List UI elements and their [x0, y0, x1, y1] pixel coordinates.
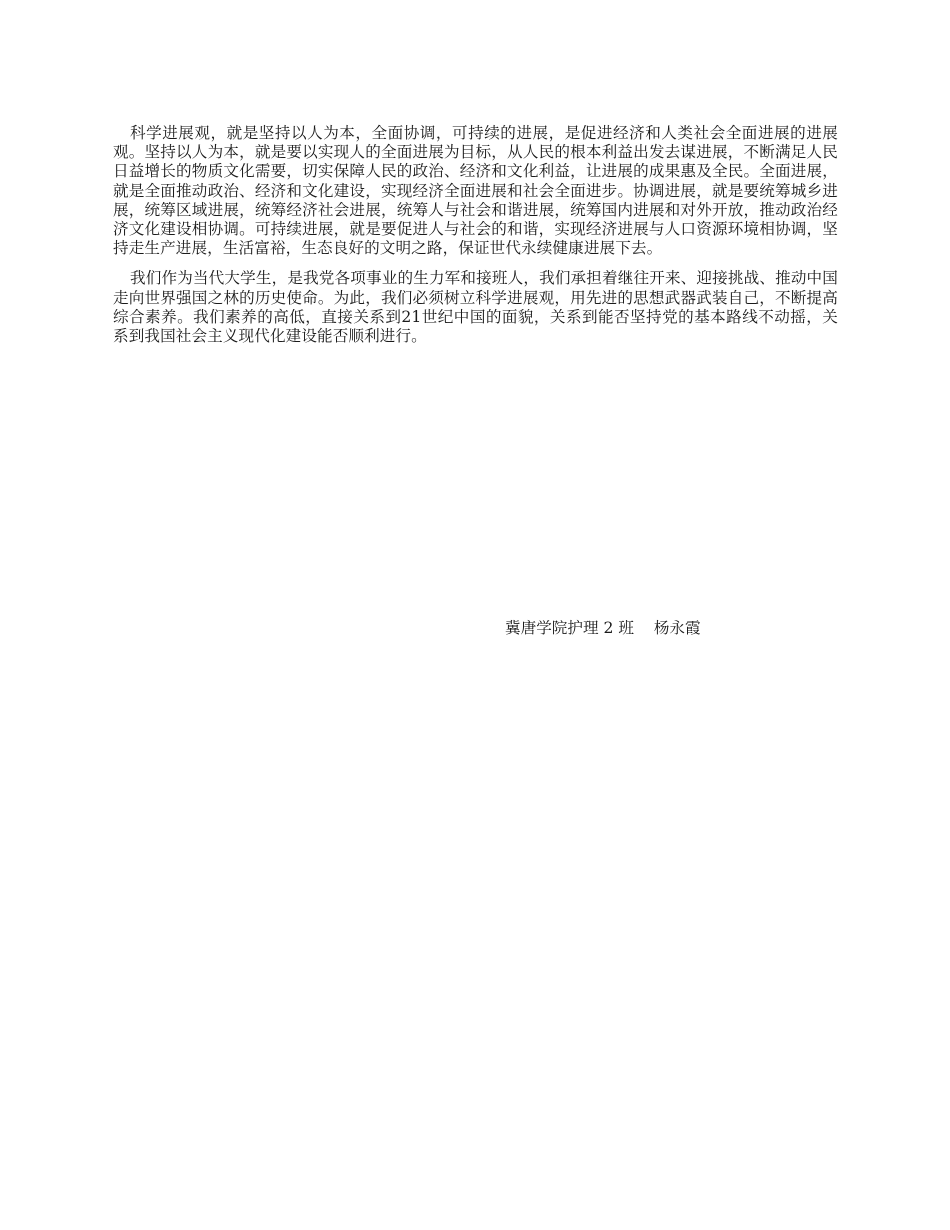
author-signature: 冀唐学院护理 2 班 杨永霞 — [505, 619, 701, 637]
document-body — [113, 124, 838, 357]
paragraph-1: 科学进展观，就是坚持以人为本，全面协调，可持续的进展，是促进经济和人类社会全面进展的进展观。坚持以人为本，就是要以实现人的全面进展为目标，从人民的根本利益出发去谋进展，不断满足人民日益增长的物质文化需要，切实保障人民的政治、经济和文化利益，让进展的成果惠及全民。全面进展，就是全面推动政治、经济和文化建设，实现经济全面进展和社会全面进步。协调进展，就是要统筹城乡进展，统筹区域进展，统筹经济社会进展，统筹人与社会和谐进展，统筹国内进展和对外开放，推动政治经济文化建设相协调。可持续进展，就是要促进人与社会的和谐，实现经济进展与人口资源环境相协调，坚持走生产进展，生活富裕，生态良好的文明之路，保证世代永续健康进展下去。 — [113, 124, 838, 258]
paragraph-2: 我们作为当代大学生，是我党各项事业的生力军和接班人，我们承担着继往开来、迎接挑战、推动中国走向世界强国之林的历史使命。为此，我们必须树立科学进展观，用先进的思想武器武装自己，不断提高综合素养。我们素养的高低，直接关系到21世纪中国的面貌，关系到能否坚持党的基本路线不动摇，关系到我国社会主义现代化建设能否顺利进行。 — [113, 269, 838, 346]
